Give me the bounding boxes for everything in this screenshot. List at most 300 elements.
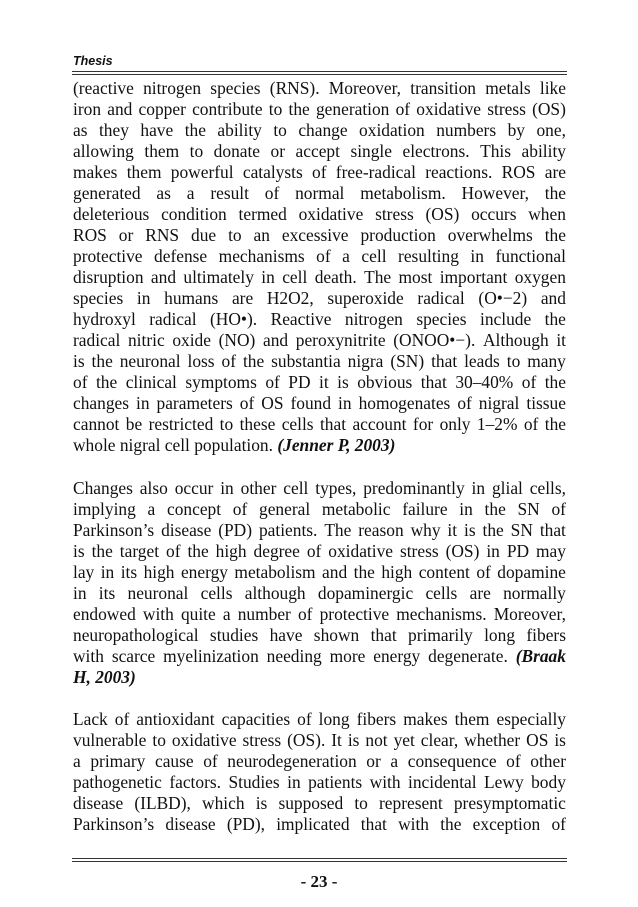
word: nigral [119, 435, 165, 455]
document-body [73, 78, 566, 857]
text-line [73, 246, 566, 267]
word: to [189, 141, 204, 161]
word: cell [361, 246, 387, 266]
word: ROS [501, 162, 536, 182]
word: (RNS). [269, 78, 320, 98]
word: neuronal [127, 582, 189, 603]
word: consequence [407, 751, 497, 771]
word: production [360, 225, 436, 245]
word: them [126, 162, 162, 182]
word: whether [464, 730, 521, 750]
word: with [142, 603, 174, 624]
word: primary [90, 751, 146, 771]
word: to [152, 730, 166, 750]
word: with [398, 814, 429, 834]
word: of [297, 709, 312, 729]
word: of [551, 814, 566, 834]
word: (OS) [532, 99, 566, 119]
word: radical [73, 330, 121, 350]
word: have [140, 120, 174, 140]
word: especially [496, 709, 566, 729]
word: that [420, 372, 447, 392]
word: the [544, 414, 566, 434]
word: neuronal [119, 351, 181, 371]
word: dopamine [497, 561, 566, 582]
word: content [418, 561, 470, 582]
word: radical [149, 309, 197, 329]
word: superoxide [327, 288, 404, 308]
word: factors. [169, 772, 221, 792]
word: as [73, 120, 88, 140]
word: species [73, 288, 124, 308]
word: oxide [172, 330, 211, 350]
word: and [262, 330, 289, 350]
word: energy [180, 561, 228, 582]
word: with [369, 772, 401, 792]
word: homogenates [358, 393, 451, 413]
word: stress [375, 204, 414, 224]
word: mechanisms. [396, 603, 487, 624]
word: them [454, 709, 490, 729]
word: (SN) [390, 351, 425, 371]
word: to [228, 225, 242, 245]
word: supposed [278, 793, 344, 813]
word: normal [295, 183, 345, 203]
word: cells [281, 414, 314, 434]
word: which [202, 793, 245, 813]
word: OS [526, 730, 549, 750]
word: free-radical [335, 162, 416, 182]
word: change [298, 120, 348, 140]
word: Lewy [484, 772, 524, 792]
word: PD [288, 372, 311, 392]
word: degree [253, 540, 300, 561]
word: hydroxyl [73, 309, 136, 329]
word: PD [506, 540, 530, 561]
word: of [457, 393, 472, 413]
word: why [410, 519, 441, 540]
word: occur [174, 477, 214, 498]
word: cell [164, 435, 195, 455]
word: clear, [420, 730, 459, 750]
word: the [544, 309, 566, 329]
word: incidental [408, 772, 477, 792]
word: disease [73, 793, 124, 813]
word: of [476, 561, 491, 582]
word: SN [510, 519, 533, 540]
text-line [73, 120, 566, 141]
word: cells, [529, 477, 566, 498]
word: of [551, 498, 566, 519]
word: is [554, 730, 566, 750]
word: (OS) [425, 204, 460, 224]
word: of [166, 540, 181, 561]
word: long [484, 624, 516, 645]
word: of [523, 414, 539, 434]
word: loss [187, 351, 215, 371]
word: in [73, 582, 87, 603]
word: species [210, 78, 261, 98]
word: humans [164, 288, 219, 308]
word: The [324, 519, 352, 540]
word: the [184, 120, 206, 140]
word: of [73, 372, 88, 392]
word: high [381, 561, 413, 582]
word: Reactive [270, 309, 332, 329]
word: oxidative [171, 730, 237, 750]
paragraph [73, 478, 566, 688]
word: (OS) [445, 540, 480, 561]
text-line [73, 78, 566, 99]
text-line [73, 646, 566, 667]
word: that [539, 519, 566, 540]
word: in [136, 288, 151, 308]
word: of [221, 351, 237, 371]
word: disruption [73, 267, 144, 287]
word: ability [217, 120, 262, 140]
word: the [353, 561, 375, 582]
word: that [370, 624, 397, 645]
word: are [231, 288, 254, 308]
word: of [203, 751, 218, 771]
word: 1–2% [476, 414, 518, 434]
word: is [337, 372, 349, 392]
word: metabolism. [360, 183, 446, 203]
word: of [506, 751, 521, 771]
word: degenerate. [428, 645, 508, 666]
word: is [464, 519, 476, 540]
word: the [544, 372, 566, 392]
word: Although [482, 330, 549, 350]
word: exception [472, 814, 541, 834]
word: accept [295, 141, 340, 161]
word: like [539, 78, 566, 98]
word: with [73, 645, 104, 666]
word: vulnerable [73, 730, 147, 750]
word: (HO•). [210, 309, 258, 329]
word: to [273, 120, 287, 140]
word: the [242, 351, 265, 371]
text-line [73, 183, 566, 204]
word: other [240, 477, 277, 498]
word: changes [73, 393, 130, 413]
text-line [73, 667, 566, 688]
word: (PD), [226, 814, 265, 834]
word: of [232, 498, 248, 519]
word: many [527, 351, 566, 371]
word: as [156, 183, 171, 203]
word: for [412, 414, 434, 434]
text-line [73, 351, 566, 372]
text-line [73, 562, 566, 583]
word: whole [73, 435, 120, 455]
word: occurs [471, 204, 517, 224]
word: to [506, 351, 521, 371]
word: the [95, 372, 118, 392]
word: it [447, 519, 458, 540]
word: represent [378, 793, 443, 813]
text-line [73, 225, 566, 246]
word: nitrogen [344, 309, 403, 329]
word: powerful [170, 162, 234, 182]
word: in [470, 246, 484, 266]
word: capacities [221, 709, 291, 729]
word: presymptomatic [453, 793, 566, 813]
word: quite [180, 603, 216, 624]
word: in [100, 561, 115, 582]
word: Moreover, [328, 78, 402, 98]
word: cause [154, 751, 194, 771]
word: are [469, 582, 491, 603]
word: to [268, 99, 283, 119]
word: radical [417, 288, 465, 308]
word: shown [313, 624, 360, 645]
word: protective [73, 246, 143, 266]
word: the [440, 814, 462, 834]
word: in [136, 393, 150, 413]
text-line [73, 309, 566, 330]
word: these [239, 414, 276, 434]
word: population. [194, 435, 278, 455]
word: deleterious [73, 204, 150, 224]
word: failure [402, 498, 448, 519]
word: and [150, 267, 177, 287]
word: that [319, 414, 347, 434]
word: (O•−2) [478, 288, 528, 308]
word: donate [213, 141, 261, 161]
word: protective [319, 603, 390, 624]
word: Parkinson’s [73, 814, 155, 834]
word: (PD) [218, 519, 253, 540]
word: scarce [111, 645, 156, 666]
word: a [186, 183, 195, 203]
text-line [73, 414, 566, 435]
header-rule [72, 71, 567, 75]
word: a [222, 603, 231, 624]
word: reactions. [425, 162, 493, 182]
paragraph [73, 709, 566, 835]
word: in [338, 393, 352, 413]
word: ultimately [183, 267, 254, 287]
word: or [270, 141, 286, 161]
word: that [431, 351, 458, 371]
word: pathogenetic [73, 772, 162, 792]
citation: (Jenner P, 2003) [277, 435, 396, 455]
word: stress [487, 99, 526, 119]
word: restricted [148, 414, 214, 434]
word: it [556, 330, 566, 350]
word: oxidative [416, 99, 482, 119]
text-line [73, 625, 566, 646]
word: is [73, 540, 85, 561]
word: clinical [125, 372, 177, 392]
word: of [239, 393, 255, 413]
word: However, [461, 183, 529, 203]
word: numbers [436, 120, 497, 140]
word: is [347, 730, 360, 750]
word: dopaminergic [317, 582, 414, 603]
word: in [287, 772, 301, 792]
word: or [118, 225, 134, 245]
word: a [390, 751, 399, 771]
word: the [482, 519, 504, 540]
word: although [244, 582, 306, 603]
word: stress [242, 730, 282, 750]
word: the [544, 183, 566, 203]
word: not [365, 730, 388, 750]
word: overwhelms [447, 225, 533, 245]
word: stress [399, 540, 439, 561]
word: and [540, 288, 566, 308]
word: is [73, 351, 85, 371]
word: of [395, 99, 411, 119]
word: SN [517, 498, 540, 519]
footer-rule [72, 858, 567, 862]
word: disease [161, 519, 212, 540]
word: cells [425, 582, 458, 603]
word: (ILBD), [134, 793, 191, 813]
word: may [536, 540, 566, 561]
word: 30–40% [455, 372, 514, 392]
word: catalysts [242, 162, 303, 182]
word: It [331, 730, 342, 750]
word: resulting [398, 246, 459, 266]
word: energy [373, 645, 421, 666]
text-line [73, 267, 566, 288]
word: leads [464, 351, 500, 371]
word: it [319, 372, 329, 392]
word: metals [485, 78, 531, 98]
word: to [219, 414, 234, 434]
text-line [73, 583, 566, 604]
word: ROS [73, 225, 107, 245]
word: is [255, 793, 268, 813]
page-number: - 23 - [300, 872, 338, 891]
word: in [220, 477, 234, 498]
word: generated [73, 183, 141, 203]
word: the [91, 540, 113, 561]
word: other [530, 751, 566, 771]
word: nigral [478, 393, 520, 413]
word: the [187, 540, 209, 561]
word: of [521, 372, 537, 392]
word: Lack [73, 709, 108, 729]
word: in [471, 477, 486, 498]
word: yet [393, 730, 415, 750]
word: of [297, 603, 313, 624]
word: general [259, 498, 311, 519]
word: parameters [156, 393, 233, 413]
word: Studies [228, 772, 280, 792]
word: oxidation [359, 120, 425, 140]
word: This [480, 141, 512, 161]
word: death. [314, 267, 357, 287]
word: most [398, 267, 433, 287]
word: in [459, 498, 473, 519]
word: the [91, 351, 113, 371]
word: more [329, 645, 366, 666]
word: or [366, 751, 381, 771]
word: metabolism [234, 561, 316, 582]
word: also [139, 477, 168, 498]
word: Changes [73, 477, 133, 498]
word: contribute [192, 99, 263, 119]
word: termed [238, 204, 287, 224]
word: the [544, 225, 566, 245]
word: nitrogen [143, 78, 202, 98]
text-line [73, 372, 566, 393]
citation: (Braak [515, 645, 566, 666]
word: found [290, 393, 332, 413]
word: high [215, 540, 247, 561]
word: number [237, 603, 291, 624]
word: studies [209, 624, 259, 645]
citation: H, 2003) [73, 666, 136, 687]
text-line [73, 435, 566, 456]
word: patients. [258, 519, 318, 540]
word: primarily [408, 624, 473, 645]
word: important [439, 267, 508, 287]
word: in [261, 267, 275, 287]
running-header: Thesis [73, 54, 113, 68]
paragraph [73, 78, 566, 456]
text-line [73, 288, 566, 309]
word: target [119, 540, 160, 561]
word: one, [536, 120, 566, 140]
text-line [73, 709, 566, 730]
word: species [416, 309, 467, 329]
word: when [528, 204, 566, 224]
word: ability [521, 141, 566, 161]
word: its [98, 582, 116, 603]
word: cell [282, 267, 308, 287]
word: defense [154, 246, 208, 266]
word: include [480, 309, 532, 329]
text-line [73, 751, 566, 772]
word: of [316, 246, 331, 266]
word: symptoms [185, 372, 257, 392]
word: makes [403, 709, 448, 729]
word: normally [503, 582, 566, 603]
word: reason [358, 519, 404, 540]
word: fibers [356, 709, 397, 729]
text-line [73, 99, 566, 120]
word: of [265, 372, 280, 392]
word: copper [138, 99, 186, 119]
word: excessive [281, 225, 349, 245]
word: tissue [526, 393, 566, 413]
word: be [125, 414, 143, 434]
text-line [73, 499, 566, 520]
word: nitric [127, 330, 165, 350]
word: types, [315, 477, 357, 498]
word: (ONOO•−). [393, 330, 476, 350]
text-line [73, 604, 566, 625]
word: substantia [271, 351, 341, 371]
word: cell [283, 477, 309, 498]
text-line [73, 541, 566, 562]
word: implicated [276, 814, 350, 834]
word: obvious [357, 372, 413, 392]
text-line [73, 730, 566, 751]
word: The [364, 267, 392, 287]
word: (OS). [287, 730, 326, 750]
word: iron [73, 99, 102, 119]
text-line [73, 478, 566, 499]
word: only [439, 414, 471, 434]
word: them [144, 141, 180, 161]
word: an [253, 225, 270, 245]
